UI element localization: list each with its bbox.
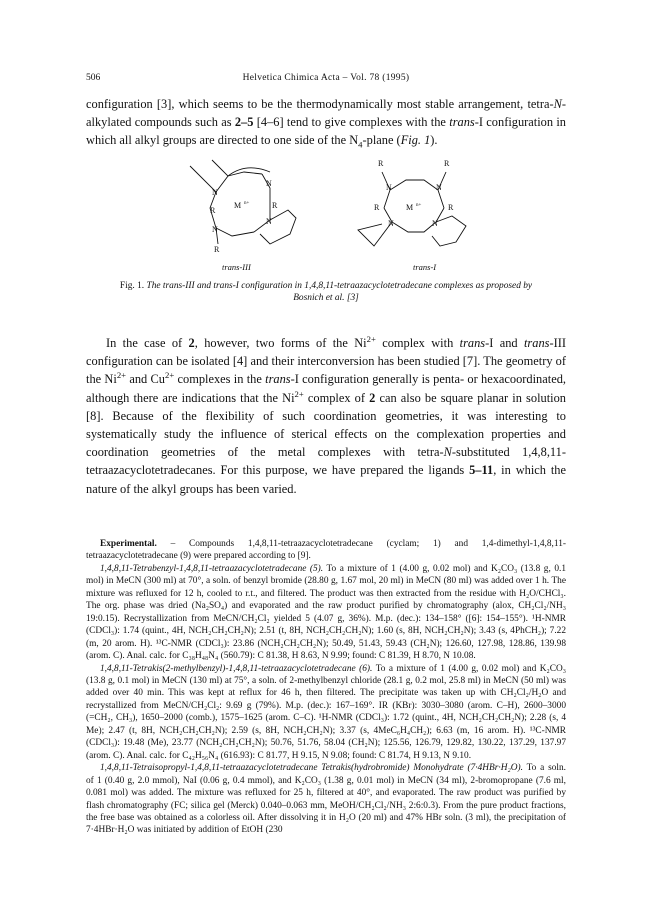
experimental-section	[86, 538, 566, 837]
compound-ref: 2	[188, 336, 195, 350]
trans-iii-label: trans-III	[222, 262, 251, 272]
text-run: -I and	[485, 336, 524, 350]
figure-ref-link[interactable]: Fig. 1	[400, 133, 431, 148]
trans-iii-structure	[190, 160, 296, 244]
atom-label: R	[448, 203, 454, 212]
journal-title: Helvetica Chimica Acta – Vol. 78 (1995)	[242, 73, 410, 83]
figure-caption	[104, 280, 548, 305]
text-run: configuration [3], which seems to be the thermodynamically most stable arrangement, tetra-	[86, 97, 554, 111]
atom-label: N	[386, 183, 392, 192]
procedure-text: To a mixture of 1 (4.00 g, 0.02 mol) and K₂CO₃ (13.8 g, 0.1 mol) in MeCN (300 ml) at 70°, a soln. of benzyl bromide (28.80 g, 1.67 mol, 20 ml) in MeCN (80 ml) was added over 1 h. The mixture was refluxed for 12 h, cooled to r.t., and filtered. The product was then extracted from the residue with H₂O/CHCl₃. The org. phase was dried (Na₂SO₄) and evaporated and the raw product purified by chromatography (alox, CH₂Cl₂/NH₃ 19:0.15). Recrystallization from MeCN/CH₂Cl₂ yielded 5 (4.07 g, 36%). M.p. (dec.): 134–158° ([6]: 154–155°). ¹H-NMR (CDCl₃): 1.74 (quint., 4H, NCH₂CH₂CH₂N); 2.51 (t, 8H, NCH₂CH₂CH₂N); 1.60 (s, 8H, NCH₂CH₂N); 3.43 (s, 4PhCH₂); 7.22 (m, 20 arom. H). ¹³C-NMR (CDCl₃): 23.86 (NCH₂CH₂CH₂N); 50.49, 51.43, 59.43 (CH₂N); 126.60, 127.98, 128.86, 139.98 (arom. C). Anal. calc. for C₃₈H₄₈N₄ (560.79): C 81.38, H 8.63, N 9.99; found: C 81.39, H 8.70, N 10.08.	[86, 563, 567, 662]
text-run: ).	[430, 133, 438, 148]
text-run: trans	[459, 336, 486, 350]
atom-label: N	[388, 219, 394, 228]
procedure-text: To a soln. of 1 (0.40 g, 2.0 mmol), NaI (0.06 g, 0.4 mmol), and K₂CO₃ (1.38 g, 0.01 mol) in MeCN (34 ml), 2-bromopropane (7.6 ml, 0.081 mol) was added. The mixture was refluxed for 25 h, filtered at 40°, and evaporated. The raw product was purified by flash chromatography (FC; silica gel (Merck) 0.040–0.063 mm, MeOH/CH₂Cl₂/NH₃ 2:6:0.3). From the pure product fractions, the free base was obtained as a colorless oil. After dissolving it in H₂O (20 ml) and 47% HBr soln. (3 ml), the precipitation of 7·4HBr·H₂O was initiated by addition of EtOH (230	[86, 763, 566, 836]
text-run: In the case of	[106, 336, 189, 350]
superscript: 2+	[294, 388, 304, 399]
compound-ref: 5–11	[469, 463, 494, 478]
text-run: and Cu	[126, 372, 165, 387]
compound-title: 1,4,8,11-Tetrakis(2-methylbenzyl)-1,4,8,11-tetraazacyclotetradecane (6).	[100, 663, 373, 674]
text-run: complex with	[375, 336, 460, 350]
compound-5-procedure	[86, 563, 566, 663]
compound-ref: 2	[369, 390, 376, 405]
text-run: -substituted 1,4,8,11-tetraazacyclotetradecanes. For this purpose, we have prepared the ligands	[86, 445, 566, 478]
text-run: trans	[265, 372, 291, 387]
compound-title: 1,4,8,11-Tetrabenzyl-1,4,8,11-tetraazacyclotetradecane (5).	[100, 563, 324, 574]
text-run: – Compounds 1,4,8,11-tetraazacyclotetradecane (cyclam; 1) and 1,4-dimethyl-1,4,8,11-tetraazacyclotetradecane (9) were prepared according to [9].	[86, 539, 566, 562]
compound-title: 1,4,8,11-Tetraisopropyl-1,4,8,11-tetraazacyclotetradecane Tetrakis(hydrobromide) Monohydrate (7·4HBr·H₂O).	[100, 763, 523, 774]
caption-lead: Fig. 1.	[119, 281, 147, 291]
running-head	[86, 73, 566, 87]
atom-label: N	[212, 225, 218, 234]
text-run: -alkylated compounds such as	[86, 97, 566, 130]
experimental-intro	[86, 538, 566, 563]
atom-label: R	[444, 159, 450, 168]
atom-label: N	[432, 219, 438, 228]
text-run: -I configuration in which all alkyl groups are directed to one side of the N	[86, 115, 567, 148]
atom-label: N	[266, 179, 272, 188]
atom-label: R	[374, 203, 380, 212]
subscript: 4	[358, 139, 363, 150]
atom-label: R	[378, 159, 384, 168]
structure-atom-labels	[210, 159, 454, 254]
structure-figure	[170, 150, 500, 260]
text-run: N	[553, 97, 562, 111]
text-run: complexes in the	[174, 372, 266, 387]
text-run: trans	[523, 336, 550, 350]
trans-i-label: trans-I	[413, 262, 437, 272]
compound-6-procedure	[86, 663, 566, 763]
compound-ref: 2–5	[234, 115, 254, 130]
compound-7-procedure	[86, 762, 566, 837]
text-run: [4–6] tend to give complexes with the	[253, 115, 450, 130]
text-run: -III configuration can be isolated [4] and their interconversion has been studied [7]. The geometry of the Ni	[86, 336, 566, 387]
atom-label: R	[210, 206, 216, 215]
atom-label: R	[214, 245, 220, 254]
atom-label: N	[212, 188, 218, 197]
metal-label: M	[406, 203, 414, 212]
atom-label: N	[266, 217, 272, 226]
atom-label: R	[272, 201, 278, 210]
text-run: complex of	[303, 390, 370, 405]
superscript: 2+	[116, 370, 127, 381]
page-number: 506	[86, 73, 101, 83]
superscript: 2+	[164, 370, 175, 381]
atom-label: N	[436, 183, 442, 192]
text-run: -I configuration generally is penta- or hexacoordinated, although there are indications that the Ni	[86, 372, 566, 405]
metal-charge: n+	[416, 203, 422, 208]
macrocycle-drawing	[170, 150, 500, 260]
metal-charge: n+	[244, 201, 250, 206]
text-run: can also be square planar in solution [8]. Because of the flexibility of such coordination geometries, it was interesting to systematically study the influence of sterical effects on the complexation properties and coordination geometries of the metal complexes with tetra-	[86, 390, 566, 460]
text-run: -plane (	[362, 133, 401, 148]
caption-body: The trans-III and trans-I configuration in 1,4,8,11-tetraazacyclotetradecane complexes as proposed by Bosnich et al. [3]	[146, 281, 533, 304]
text-run: trans	[449, 115, 475, 130]
text-run: N	[443, 445, 452, 460]
section-heading: Experimental.	[100, 539, 157, 549]
metal-label: M	[234, 201, 242, 210]
superscript: 2+	[366, 333, 376, 344]
text-run: , in which the nature of the alkyl groups has been varied.	[86, 463, 566, 496]
lead-paragraph	[86, 95, 566, 150]
text-run: , however, two forms of the Ni	[194, 336, 367, 350]
discussion-paragraph	[86, 334, 566, 498]
procedure-text: To a mixture of 1 (4.00 g, 0.02 mol) and K₂CO₃ (13.8 g, 0.1 mol) in MeCN (130 ml) at 75°, a soln. of 2-methylbenzyl chloride (28.1 g, 0.2 mol, 25.8 ml) in MeCN (50 ml) was added over 40 min. This was kept at reflux for 46 h, then filtered. The precipitate was taken up with CH₂Cl₂/H₂O and recrystallized from MeCN/CH₂Cl₂: 9.69 g (79%). M.p. (dec.): 167–169°. IR (KBr): 3030–3080 (arom. C–H), 2600–3000 (=CH₂, CH₃), 1650–2000 (comb.), 1575–1625 (arom. C–C). ¹H-NMR (CDCl₃): 1.72 (quint., 4H, NCH₂CH₂CH₂N); 2.28 (s, 4 Me); 2.47 (t, 8H, NCH₂CH₂CH₂N); 2.59 (s, 8H, NCH₂CH₂N); 3.37 (s, 4MeC₆H₄CH₂); 6.63 (m, 16 arom. H). ¹³C-NMR (CDCl₃): 19.48 (Me), 23.77 (NCH₂CH₂CH₂N); 50.76, 51.76, 58.04 (CH₂N); 125.56, 126.79, 129.82, 130.22, 137.29, 137.97 (arom. C). Anal. calc. for C₄₂H₅₆N₄ (616.93): C 81.77, H 9.15, N 9.08; found: C 81.74, H 9.13, N 9.10.	[86, 663, 567, 761]
